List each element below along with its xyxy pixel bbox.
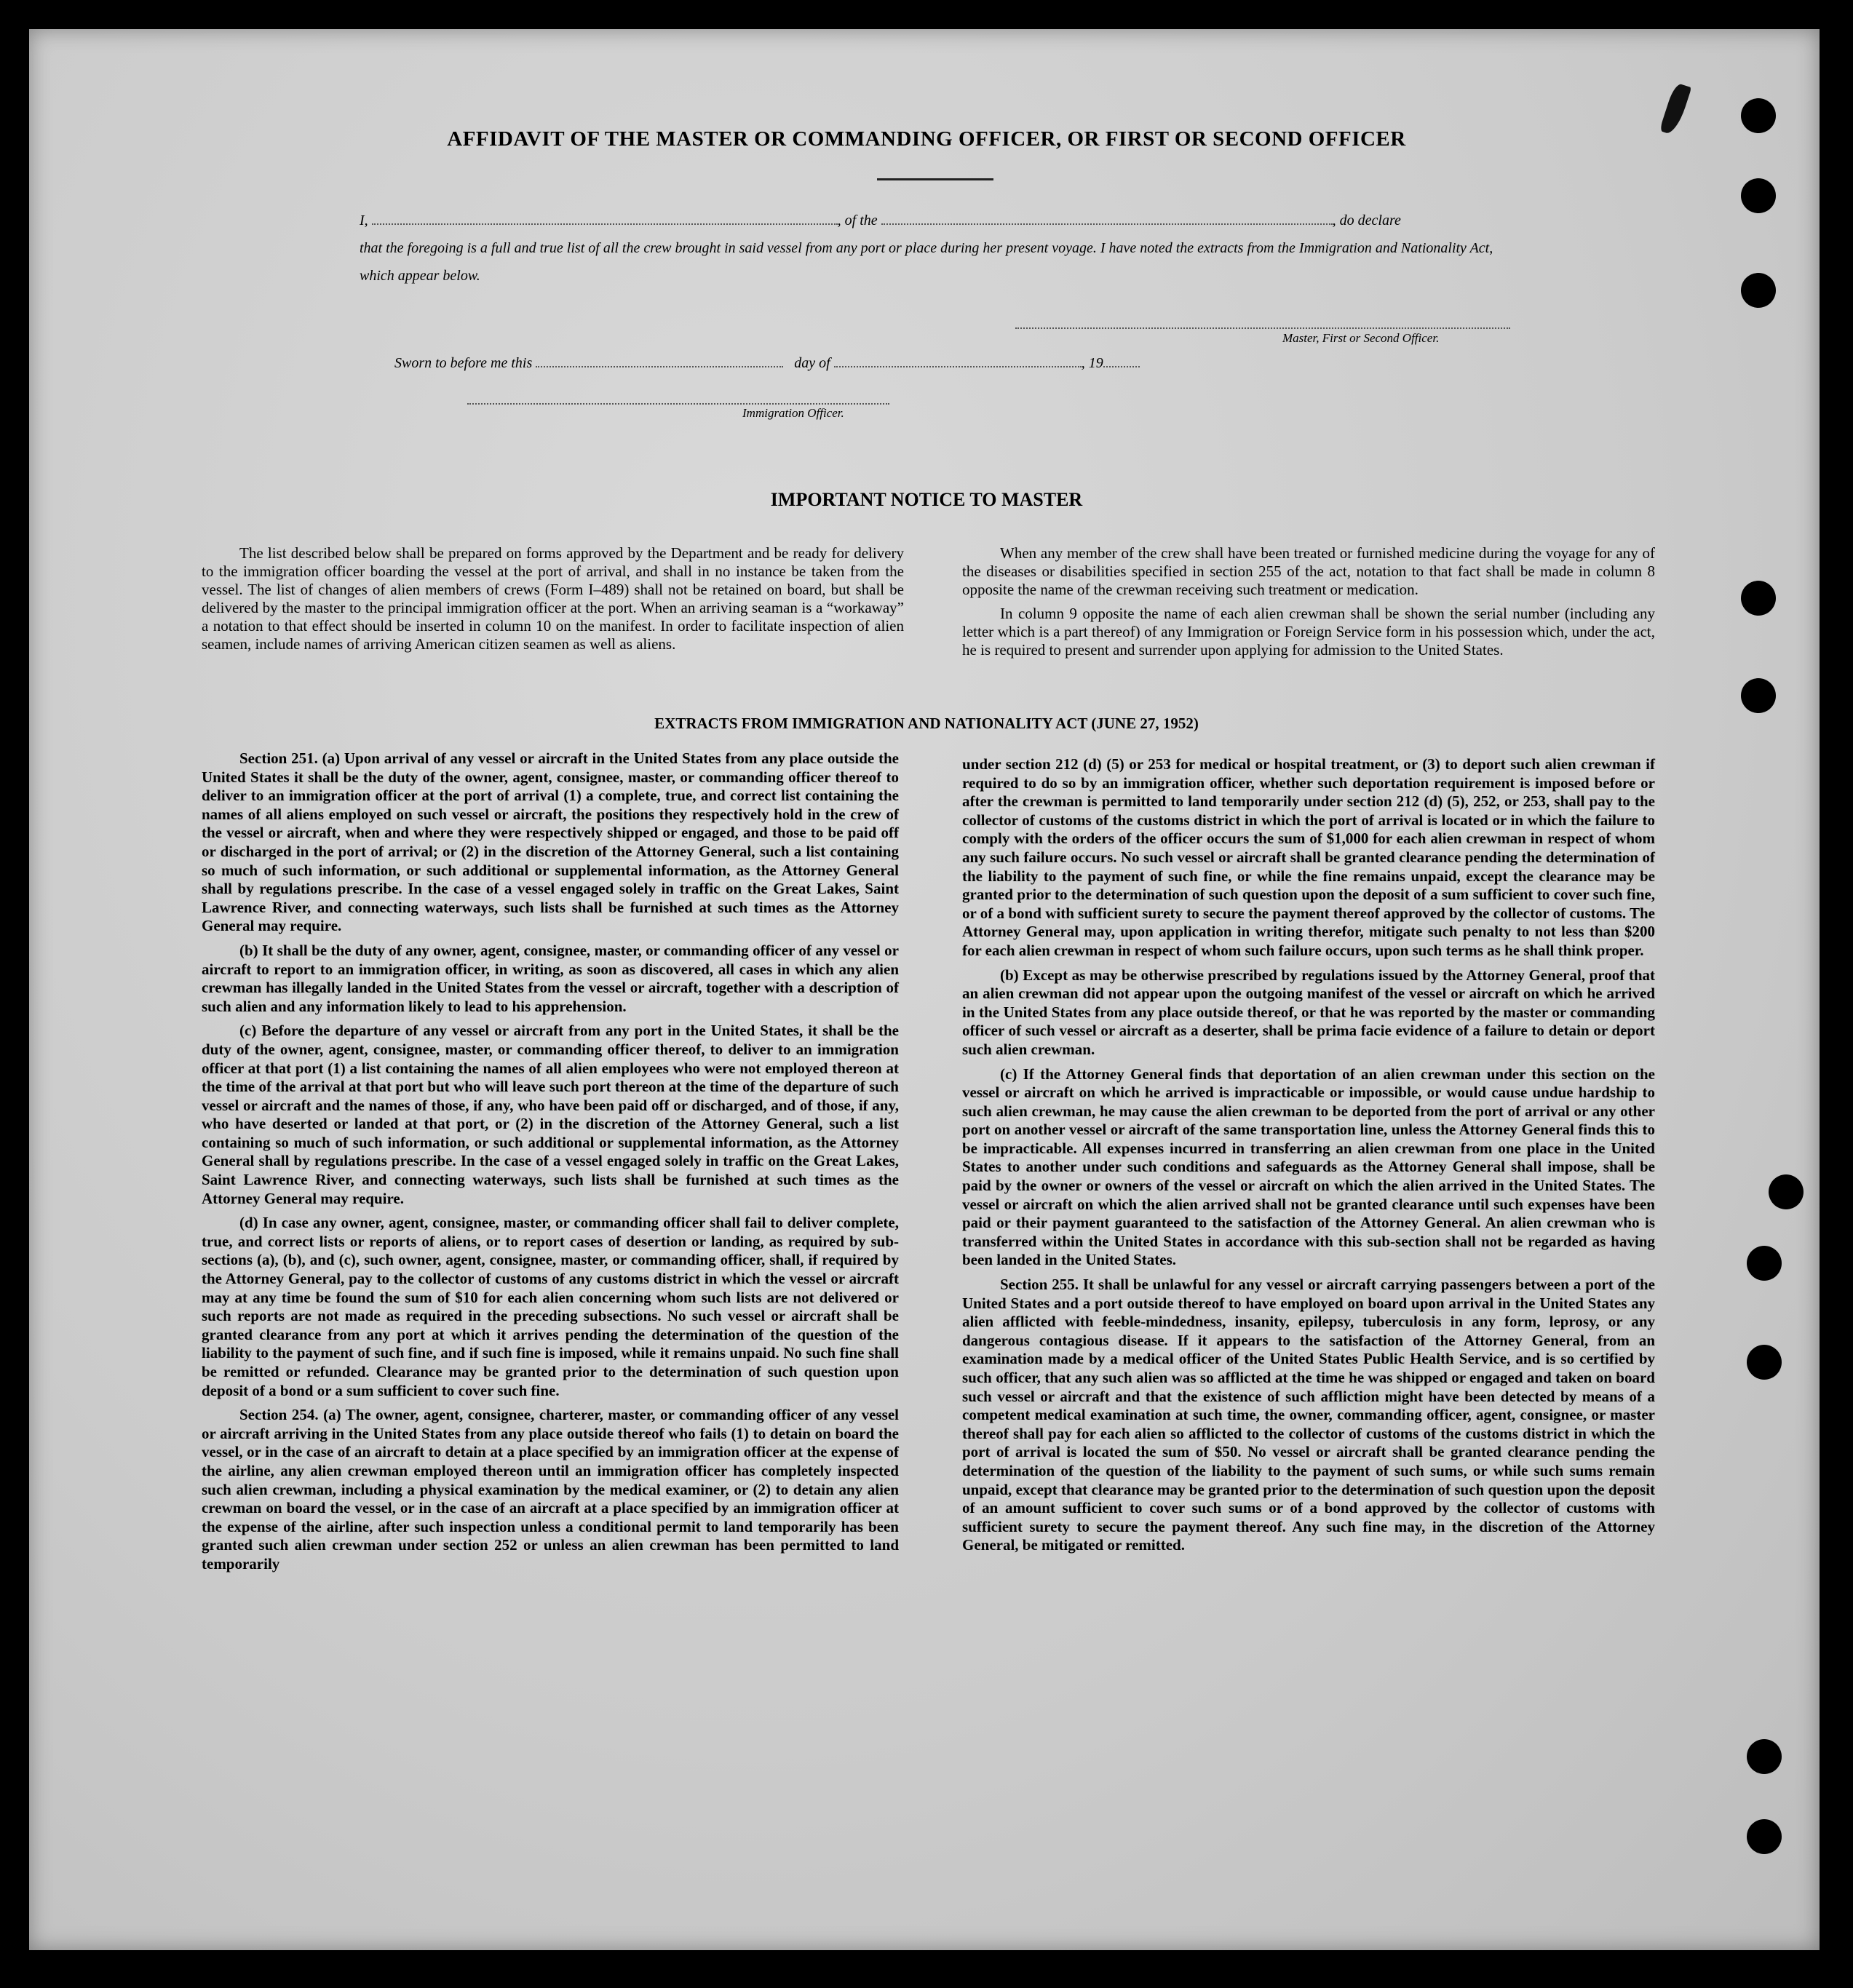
extract-paragraph: (d) In case any owner, agent, consignee, master, or commanding officer shall fail to deliver complete, true, and correct lists or reports of aliens, or to report cases of desertion or landing, as required by sub-sections (a), (b), and (c), such owner, agent, consignee, master, or commanding officer, shall, if required by the Attorney General, pay to the collector of customs of any customs district in which the vessel or aircraft may at any time be found the sum of $10 for each alien concerning whom such lists are not delivered or such reports are not made as required in the preceding subsections. No such vessel or aircraft shall be granted clearance from any port at which it arrives pending the determination of the question of the liability to the payment of such fine, and if such fine is imposed, while it remains unpaid. No such fine shall be remitted or refunded. Clearance may be granted prior to the determination of such question upon deposit of a bond or a sum sufficient to cover such fine. (202, 1214, 899, 1399)
officer-name-field[interactable] (372, 209, 838, 225)
extracts-right-column (962, 755, 1655, 1561)
do-declare-label: , do declare (1332, 212, 1401, 228)
title-rule (877, 178, 993, 180)
binder-hole (1747, 1819, 1782, 1854)
vessel-name-field[interactable] (881, 209, 1333, 225)
extract-paragraph: under section 212 (d) (5) or 253 for medical or hospital treatment, or (3) to deport such alien crewman if required to do so by an immigration officer, whether such deportation requirement is imposed before or after the crewman is permitted to land temporarily under section 212 (d) (5), 252, or 253, shall pay to the collector of customs of the customs district in which the port of arrival is located or in which the failure to comply with the orders of the officer occurs the sum of $1,000 for each alien crewman in respect of whom any such failure occurs. No such vessel or aircraft shall be granted clearance pending the determination of the liability to the payment of such fine, or while the fine remains unpaid, except the clearance may be granted prior to the determination of such question upon the deposit of a sum sufficient to cover such fine, or of a bond with sufficient surety to secure the payment thereof approved by the collector of customs. The Attorney General may, upon application in writing therefor, mitigate such penalty to not less than $200 for each alien crewman in respect of whom such failure occurs, upon such terms as he shall think proper. (962, 755, 1655, 959)
sworn-label: Sworn to before me this (394, 355, 533, 371)
binder-hole (1769, 1174, 1804, 1209)
notice-paragraph: In column 9 opposite the name of each alien crewman shall be shown the serial number (including any letter which is a part thereof) of any Immigration or Foreign Service form in his possession which, under the act, he is required to present and surrender upon applying for admission to the United States. (962, 605, 1655, 659)
binder-hole (1741, 678, 1776, 713)
notice-right-column (962, 544, 1655, 665)
of-the-label: , of the (837, 212, 878, 228)
notice-title: IMPORTANT NOTICE TO MASTER (770, 489, 1083, 510)
sworn-month-field[interactable] (834, 351, 1082, 367)
binder-hole (1747, 1739, 1782, 1774)
affidavit-statement: that the foregoing is a full and true list of all the crew brought in said vessel from any port or place during her present voyage. I have noted the extracts from the Immigration and Nationality Act, which appear below. (360, 240, 1493, 284)
notice-paragraph: The list described below shall be prepared on forms approved by the Department and be ready for delivery to the immigration officer boarding the vessel at the port of arrival, and shall in no instance be taken from the vessel. The list of changes of alien members of crews (Form I–489) shall not be retained on board, but shall be delivered by the master to the principal immigration officer at the port. When an arriving seaman is a “workaway” a notation to that effect should be inserted in column 10 on the manifest. In order to facilitate inspection of alien seamen, include names of arriving American citizen seamen as well as aliens. (202, 544, 904, 653)
binder-hole (1741, 273, 1776, 308)
extract-paragraph: (c) If the Attorney General finds that deportation of an alien crewman under this section on the vessel or aircraft on which he arrived is impracticable or impossible, or would cause undue hardship to such alien crewman, he may cause the alien crewman to be deported from the port of arrival or any other port on another vessel or aircraft of the same transportation line, unless the Attorney General finds this to be impracticable. All expenses incurred in transferring an alien crewman from one place in the United States to another under such conditions and safeguards as the Attorney General shall impose, shall be paid by the owner or owners of the vessel or aircraft on which the alien arrived in the United States. The vessel or aircraft on which the alien arrived shall not be granted clearance until such expenses have been paid or their payment guaranteed to the satisfaction of the Attorney General. An alien crewman who is transferred within the United States in accordance with this sub-section shall not be regarded as having been landed in the United States. (962, 1065, 1655, 1269)
immigration-officer-caption: Immigration Officer. (742, 406, 844, 420)
extract-paragraph: (b) Except as may be otherwise prescribed by regulations issued by the Attorney General, proof that an alien crewman did not appear upon the outgoing manifest of the vessel or aircraft on which he arrived in the United States from any place outside thereof, or that he was reported by the master or commanding officer of such vessel or aircraft as a deserter, shall be prima facie evidence of a failure to detain or deport such alien crewman. (962, 966, 1655, 1058)
extract-paragraph: Section 254. (a) The owner, agent, consignee, charterer, master, or commanding officer of any vessel or aircraft arriving in the United States from any place outside thereof who fails (1) to detain on board the vessel, or in the case of an aircraft to detain at a place specified by an immigration officer at the expense of the airline, any alien crewman employed thereon until an immigration officer has completely inspected such alien crewman, including a physical examination by the medical examiner, or (2) to detain any alien crewman on board the vessel, or in the case of an aircraft at a place specified by an immigration officer at the expense of the airline, after such inspection unless a conditional permit to land temporarily has been granted such alien crewman under section 252 or unless an alien crewman has been permitted to land temporarily (202, 1406, 899, 1572)
affidavit-declaration (360, 207, 1509, 234)
extracts-title: EXTRACTS FROM IMMIGRATION AND NATIONALITY ACT (JUNE 27, 1952) (654, 715, 1199, 732)
sworn-day-field[interactable] (536, 351, 783, 367)
year-label: , 19 (1081, 355, 1103, 371)
binder-hole (1747, 1246, 1782, 1281)
affidavit-title: AFFIDAVIT OF THE MASTER OR COMMANDING OFFICER, OR FIRST OR SECOND OFFICER (447, 127, 1406, 151)
extract-paragraph: Section 255. It shall be unlawful for any vessel or aircraft carrying passengers between a port of the United States and a port outside thereof to have employed on board upon arrival in the United States any alien afflicted with feeble-mindedness, insanity, epilepsy, tuberculosis in any form, leprosy, or any dangerous contagious disease. If it appears to the satisfaction of the Attorney General, from an examination made by a medical officer of the United States Public Health Service, and is so certified by such officer, that any such alien was so afflicted at the time he was shipped or engaged and taken on board such vessel or aircraft and that the existence of such affliction might have been detected by means of a competent medical examination at such time, the owner, commanding officer, agent, consignee, or master thereof shall pay for each alien so afflicted to the collector of customs of the customs district in which the port of arrival is located the sum of $50. No vessel or aircraft shall be granted clearance pending the determination of the question of the liability to the payment of such sums, or while such sums remain unpaid, except that clearance may be granted prior to the determination of such question upon the deposit of an amount sufficient to cover such sums or of a bond approved by the collector of customs with sufficient surety to secure the payment thereof. Any such fine may, in the discretion of the Attorney General, be mitigated or remitted. (962, 1276, 1655, 1554)
extracts-left-column (202, 750, 899, 1580)
binder-hole (1747, 1345, 1782, 1380)
day-of-label: day of (794, 355, 830, 371)
immigration-officer-signature-field[interactable] (467, 403, 889, 405)
extract-paragraph: (c) Before the departure of any vessel or aircraft from any port in the United States, it shall be the duty of the owner, agent, consignee, master, or commanding officer thereof, to deliver to an immigration officer at that port (1) a list containing the names of all alien employees who were not employed thereon at the time of the arrival at that port but who will leave such port thereon at the time of the departure of such vessel or aircraft and the names of those, if any, who have been paid off or discharged, and of those, if any, who have deserted or landed at that port, or (2) in the discretion of the Attorney General, such a list containing so much of such information, or such additional or supplemental information, as the Attorney General shall by regulations prescribe. In the case of a vessel engaged solely in traffic on the Great Lakes, Saint Lawrence River, and connecting waterways, such lists shall be furnished at such times as the Attorney General may require. (202, 1022, 899, 1207)
binder-hole (1741, 178, 1776, 213)
master-caption: Master, First or Second Officer. (1282, 331, 1440, 345)
notice-paragraph: When any member of the crew shall have been treated or furnished medicine during the voyage for any of the diseases or disabilities specified in section 255 of the act, notation to that fact shall be made in column 8 opposite the name of the crewman receiving such treatment or medication. (962, 544, 1655, 598)
extract-paragraph: (b) It shall be the duty of any owner, agent, consignee, master, or commanding officer of any vessel or aircraft to report to an immigration officer, in writing, as soon as discovered, all cases in which any alien crewman has illegally landed in the United States from the vessel or aircraft, together with a description of such alien and any information likely to lead to his apprehension. (202, 941, 899, 1015)
binder-hole (1741, 581, 1776, 616)
sworn-line (394, 349, 1268, 377)
i-label: I, (360, 212, 368, 228)
sworn-year-field[interactable] (1103, 351, 1140, 367)
extract-paragraph: Section 251. (a) Upon arrival of any vessel or aircraft in the United States from any place outside the United States it shall be the duty of the owner, agent, consignee, master, or commanding officer thereof to deliver to an immigration officer at the port of arrival (1) a complete, true, and correct list containing the names of all aliens employed on such vessel or aircraft, the positions they respectively hold in the crew of the vessel or aircraft, when and where they were respectively shipped or engaged, and those to be paid off or discharged in the port of arrival; or (2) in the discretion of the Attorney General, such a list containing so much of such information, or such additional or supplemental information, as the Attorney General shall by regulations prescribe. In the case of a vessel engaged solely in traffic on the Great Lakes, Saint Lawrence River, and connecting waterways, such lists shall be furnished at such times as the Attorney General may require. (202, 750, 899, 935)
master-signature-field[interactable] (1015, 327, 1510, 329)
notice-left-column (202, 544, 904, 659)
